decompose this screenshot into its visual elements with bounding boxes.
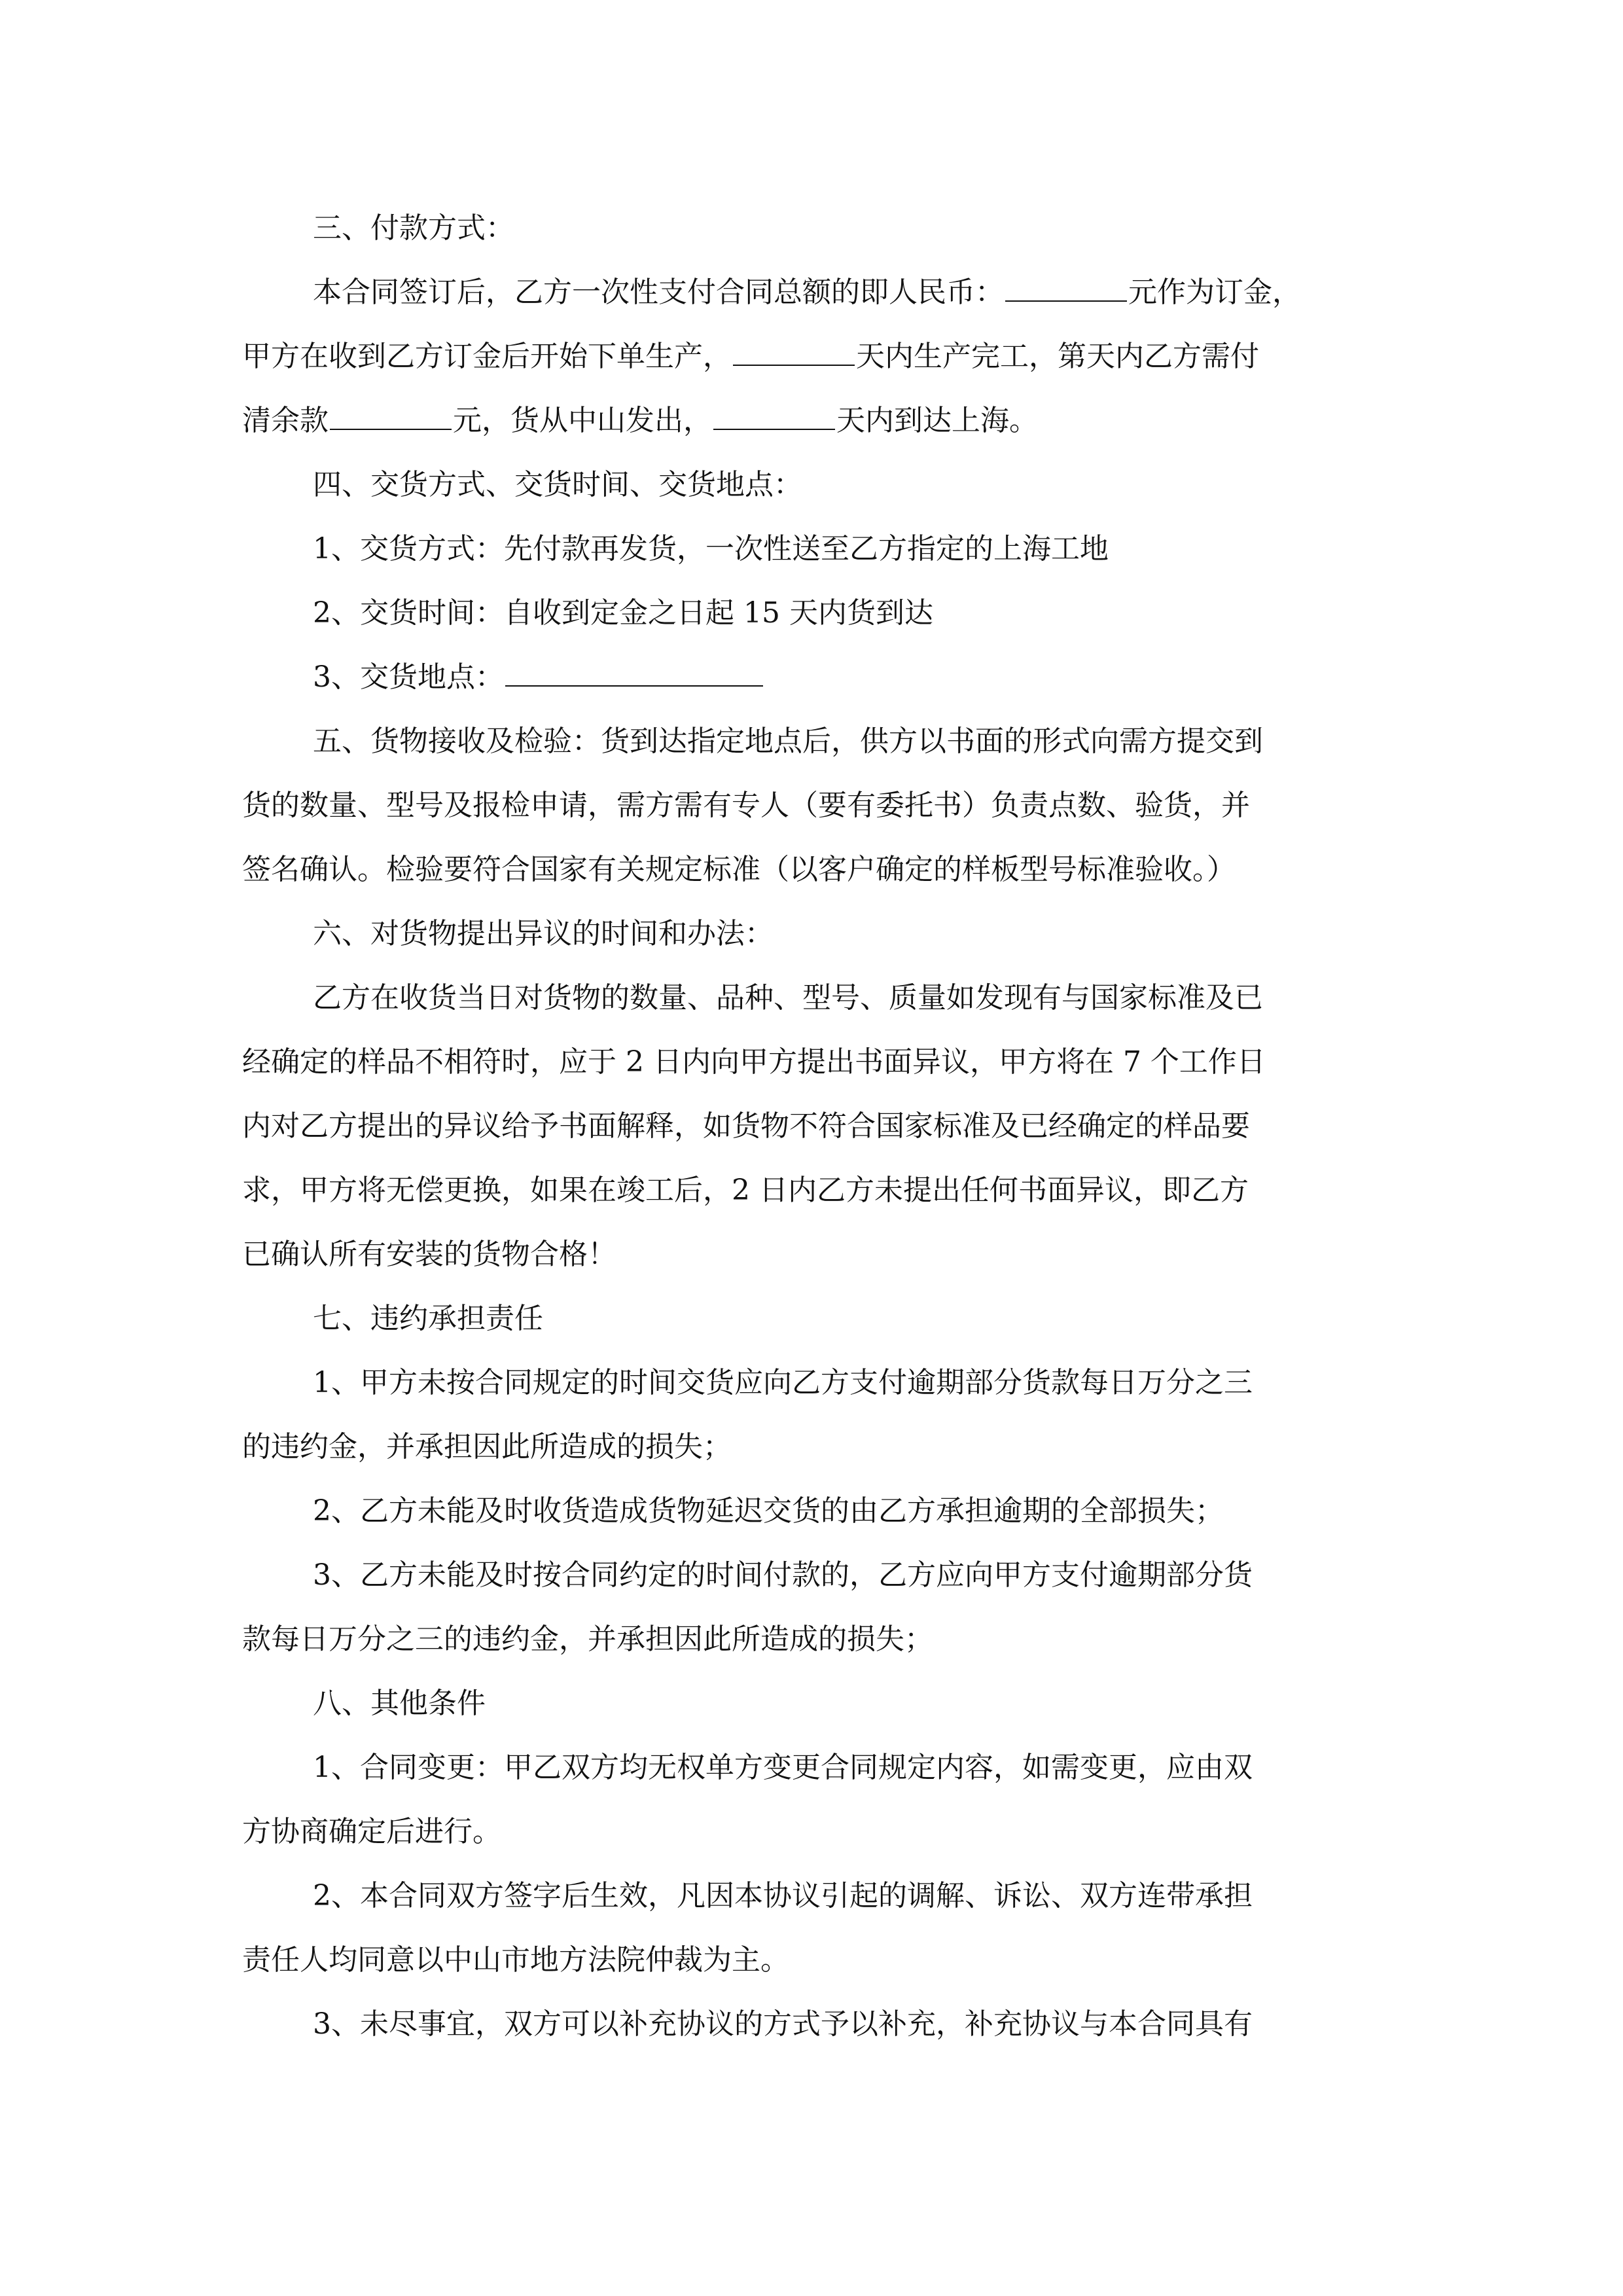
section-7-item-1-line-1: 1、甲方未按合同规定的时间交货应向乙方支付逾期部分货款每日万分之三: [313, 1366, 1253, 1399]
text-segment: 甲方在收到乙方订金后开始下单生产，: [242, 340, 732, 373]
section-5-line-2: 货的数量、型号及报检申请，需方需有专人（要有委托书）负责点数、验货，并: [242, 789, 1250, 822]
section-5-line-1: 五、货物接收及检验：货到达指定地点后，供方以书面的形式向需方提交到: [313, 725, 1263, 758]
section-8-item-3-line-1: 3、未尽事宜，双方可以补充协议的方式予以补充，补充协议与本合同具有: [313, 2007, 1253, 2041]
section-3-title: 三、付款方式：: [313, 211, 514, 245]
section-8-item-1-line-1: 1、合同变更：甲乙双方均无权单方变更合同规定内容，如需变更，应由双: [313, 1751, 1253, 1784]
text-segment: 元作为订金，: [1128, 276, 1301, 309]
text-segment: 清余款: [242, 404, 329, 437]
text-segment: 天内到达上海。: [836, 404, 1038, 437]
section-7-item-3-line-2: 款每日万分之三的违约金，并承担因此所造成的损失；: [242, 1623, 933, 1656]
section-4-item-3: [242, 645, 1374, 709]
blank-field-transit-days[interactable]: [713, 403, 835, 430]
section-6-line-5: 已确认所有安装的货物合格！: [242, 1238, 616, 1271]
section-4-item-1: 1、交货方式：先付款再发货，一次性送至乙方指定的上海工地: [313, 532, 1109, 565]
section-8-item-1-line-2: 方协商确定后进行。: [242, 1815, 501, 1848]
section-3-line-3: [242, 389, 1374, 453]
contract-page: [242, 196, 1374, 2056]
text-segment: 元，货从中山发出，: [453, 404, 712, 437]
section-7-title: 七、违约承担责任: [313, 1302, 543, 1335]
section-7-item-1-line-2: 的违约金，并承担因此所造成的损失；: [242, 1430, 732, 1463]
section-7-item-3-line-1: 3、乙方未能及时按合同约定的时间付款的，乙方应向甲方支付逾期部分货: [313, 1558, 1253, 1592]
section-3-line-2: [242, 325, 1374, 389]
section-8-title: 八、其他条件: [313, 1687, 486, 1720]
section-6-line-3: 内对乙方提出的异议给予书面解释，如货物不符合国家标准及已经确定的样品要: [242, 1109, 1250, 1143]
section-6-title: 六、对货物提出异议的时间和办法：: [313, 917, 774, 950]
section-6-line-2: 经确定的样品不相符时，应于 2 日内向甲方提出书面异议，甲方将在 7 个工作日: [242, 1045, 1266, 1079]
section-7-item-2: 2、乙方未能及时收货造成货物延迟交货的由乙方承担逾期的全部损失；: [313, 1494, 1224, 1528]
text-segment: 本合同签订后，乙方一次性支付合同总额的即人民币：: [313, 276, 1004, 309]
blank-field-location[interactable]: [505, 659, 763, 687]
section-4-item-2: 2、交货时间：自收到定金之日起 15 天内货到达: [313, 596, 933, 630]
section-5-line-3: 签名确认。检验要符合国家有关规定标准（以客户确定的样板型号标准验收。）: [242, 853, 1236, 886]
section-4-title: 四、交货方式、交货时间、交货地点：: [313, 468, 802, 501]
text-segment: 天内生产完工，第天内乙方需付: [856, 340, 1259, 373]
text-segment: 3、交货地点：: [313, 660, 504, 694]
blank-field-days[interactable]: [733, 338, 855, 366]
section-8-item-2-line-2: 责任人均同意以中山市地方法院仲裁为主。: [242, 1943, 789, 1977]
blank-field-balance[interactable]: [330, 403, 452, 430]
section-8-item-2-line-1: 2、本合同双方签字后生效，凡因本协议引起的调解、诉讼、双方连带承担: [313, 1879, 1253, 1912]
section-3-line-1: [242, 260, 1374, 325]
section-6-line-4: 求，甲方将无偿更换，如果在竣工后，2 日内乙方未提出任何书面异议，即乙方: [242, 1174, 1249, 1207]
blank-field-amount[interactable]: [1005, 274, 1127, 302]
section-6-line-1: 乙方在收货当日对货物的数量、品种、型号、质量如发现有与国家标准及已: [313, 981, 1263, 1014]
